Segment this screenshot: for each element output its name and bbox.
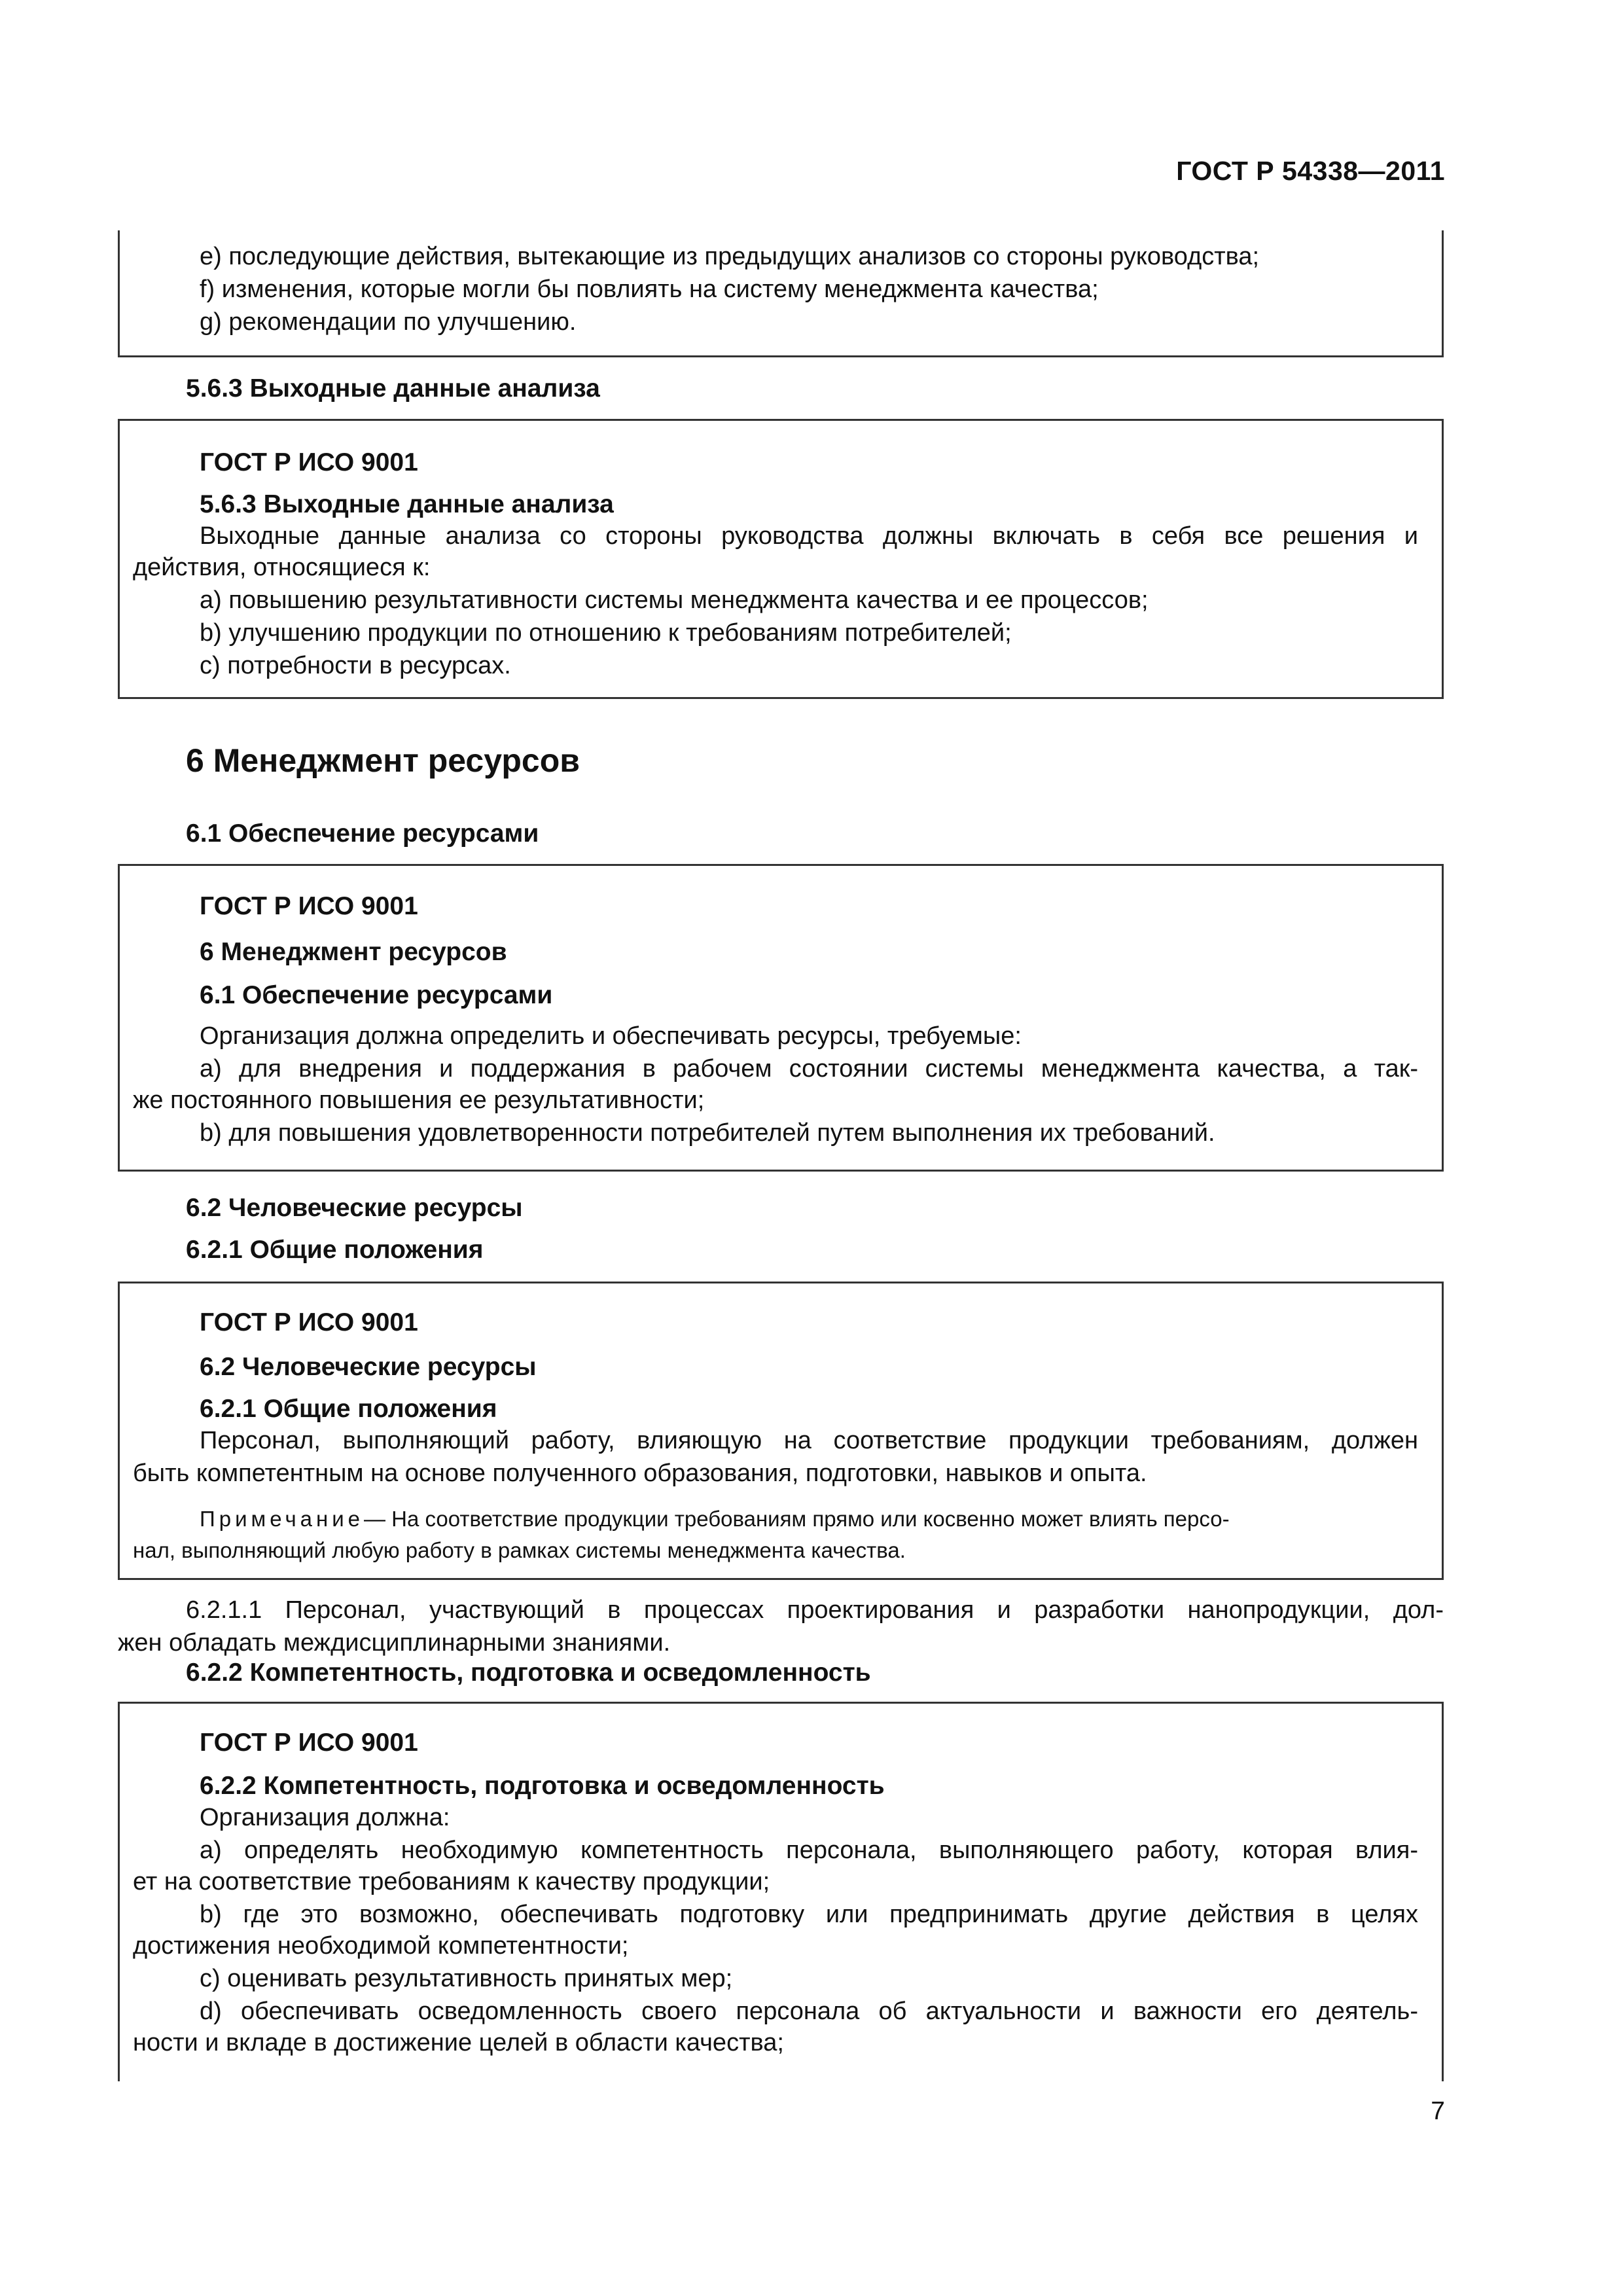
standard-reference: ГОСТ Р ИСО 9001 xyxy=(200,1729,418,1757)
list-item-c: c) потребности в ресурсах. xyxy=(200,652,511,679)
section-heading-6-1: 6.1 Обеспечение ресурсами xyxy=(186,819,539,848)
box-heading-6-2-2: 6.2.2 Компетентность, подготовка и осведомленность xyxy=(200,1772,885,1800)
paragraph-line: Организация должна определить и обеспечивать ресурсы, требуемые: xyxy=(200,1022,1022,1050)
paragraph-line: действия, относящиеся к: xyxy=(133,554,431,581)
box-heading-6-2-1: 6.2.1 Общие положения xyxy=(200,1395,497,1423)
paragraph-6-2-1-1-line: жен обладать междисциплинарными знаниями. xyxy=(118,1629,671,1657)
document-number-header: ГОСТ Р 54338—2011 xyxy=(1176,156,1445,186)
quote-box-6-2-1 xyxy=(118,1282,1444,1580)
paragraph-line: Организация должна: xyxy=(200,1804,450,1831)
list-item-a: a) для внедрения и поддержания в рабочем состоянии системы менеджмента качества, а так- xyxy=(200,1055,1418,1083)
section-heading-6-2-2: 6.2.2 Компетентность, подготовка и осведомленность xyxy=(186,1659,871,1687)
section-heading-6-2: 6.2 Человеческие ресурсы xyxy=(186,1194,523,1222)
list-item-a-continued: же постоянного повышения ее результативности; xyxy=(133,1086,705,1114)
list-item-a: a) повышению результативности системы менеджмента качества и ее процессов; xyxy=(200,586,1149,614)
section-heading-5-6-3: 5.6.3 Выходные данные анализа xyxy=(186,374,600,403)
note-line xyxy=(200,1503,1418,1535)
box-heading-6: 6 Менеджмент ресурсов xyxy=(200,938,507,966)
page-number: 7 xyxy=(1431,2097,1445,2125)
standard-reference: ГОСТ Р ИСО 9001 xyxy=(200,1308,418,1336)
list-item-d: d) обеспечивать осведомленность своего персонала об актуальности и важности его деятель- xyxy=(200,1998,1418,2025)
note-line: нал, выполняющий любую работу в рамках системы менеджмента качества. xyxy=(133,1538,906,1562)
box-heading-6-1: 6.1 Обеспечение ресурсами xyxy=(200,981,553,1009)
note-label: Примечание xyxy=(200,1507,365,1531)
quote-box-5-6-3 xyxy=(118,419,1444,699)
list-item-c: c) оценивать результативность принятых мер; xyxy=(200,1965,733,1992)
list-item-b: b) где это возможно, обеспечивать подготовку или предпринимать другие действия в целях xyxy=(200,1901,1418,1928)
list-item-g: g) рекомендации по улучшению. xyxy=(200,308,577,336)
quote-box-6-1 xyxy=(118,864,1444,1172)
section-heading-6-2-1: 6.2.1 Общие положения xyxy=(186,1236,484,1264)
paragraph-6-2-1-1-line: 6.2.1.1 Персонал, участвующий в процессах проектирования и разработки нанопродукции, дол- xyxy=(186,1596,1444,1624)
standard-reference: ГОСТ Р ИСО 9001 xyxy=(200,448,418,476)
box-heading-5-6-3: 5.6.3 Выходные данные анализа xyxy=(200,490,614,518)
list-item-b-continued: достижения необходимой компетентности; xyxy=(133,1932,629,1960)
standard-reference: ГОСТ Р ИСО 9001 xyxy=(200,892,418,920)
box-heading-6-2: 6.2 Человеческие ресурсы xyxy=(200,1353,537,1381)
list-item-d-continued: ности и вкладе в достижение целей в области качества; xyxy=(133,2029,784,2056)
note-text: — На соответствие продукции требованиям прямо или косвенно может влиять персо- xyxy=(364,1507,1230,1531)
list-item-b: b) улучшению продукции по отношению к требованиям потребителей; xyxy=(200,619,1012,647)
paragraph-line: быть компетентным на основе полученного образования, подготовки, навыков и опыта. xyxy=(133,1460,1147,1487)
section-heading-6: 6 Менеджмент ресурсов xyxy=(186,742,580,779)
quote-box-continuation xyxy=(118,230,1444,357)
list-item-f: f) изменения, которые могли бы повлиять на систему менеджмента качества; xyxy=(200,276,1099,303)
paragraph-line: Персонал, выполняющий работу, влияющую на соответствие продукции требованиям, должен xyxy=(200,1427,1418,1454)
list-item-a-continued: ет на соответствие требованиям к качеству продукции; xyxy=(133,1868,770,1895)
list-item-e: e) последующие действия, вытекающие из предыдущих анализов со стороны руководства; xyxy=(200,243,1260,270)
list-item-b: b) для повышения удовлетворенности потребителей путем выполнения их требований. xyxy=(200,1119,1215,1147)
quote-box-6-2-2 xyxy=(118,1702,1444,2081)
list-item-a: a) определять необходимую компетентность персонала, выполняющего работу, которая влия- xyxy=(200,1837,1418,1864)
paragraph-line: Выходные данные анализа со стороны руководства должны включать в себя все решения и xyxy=(200,522,1418,550)
